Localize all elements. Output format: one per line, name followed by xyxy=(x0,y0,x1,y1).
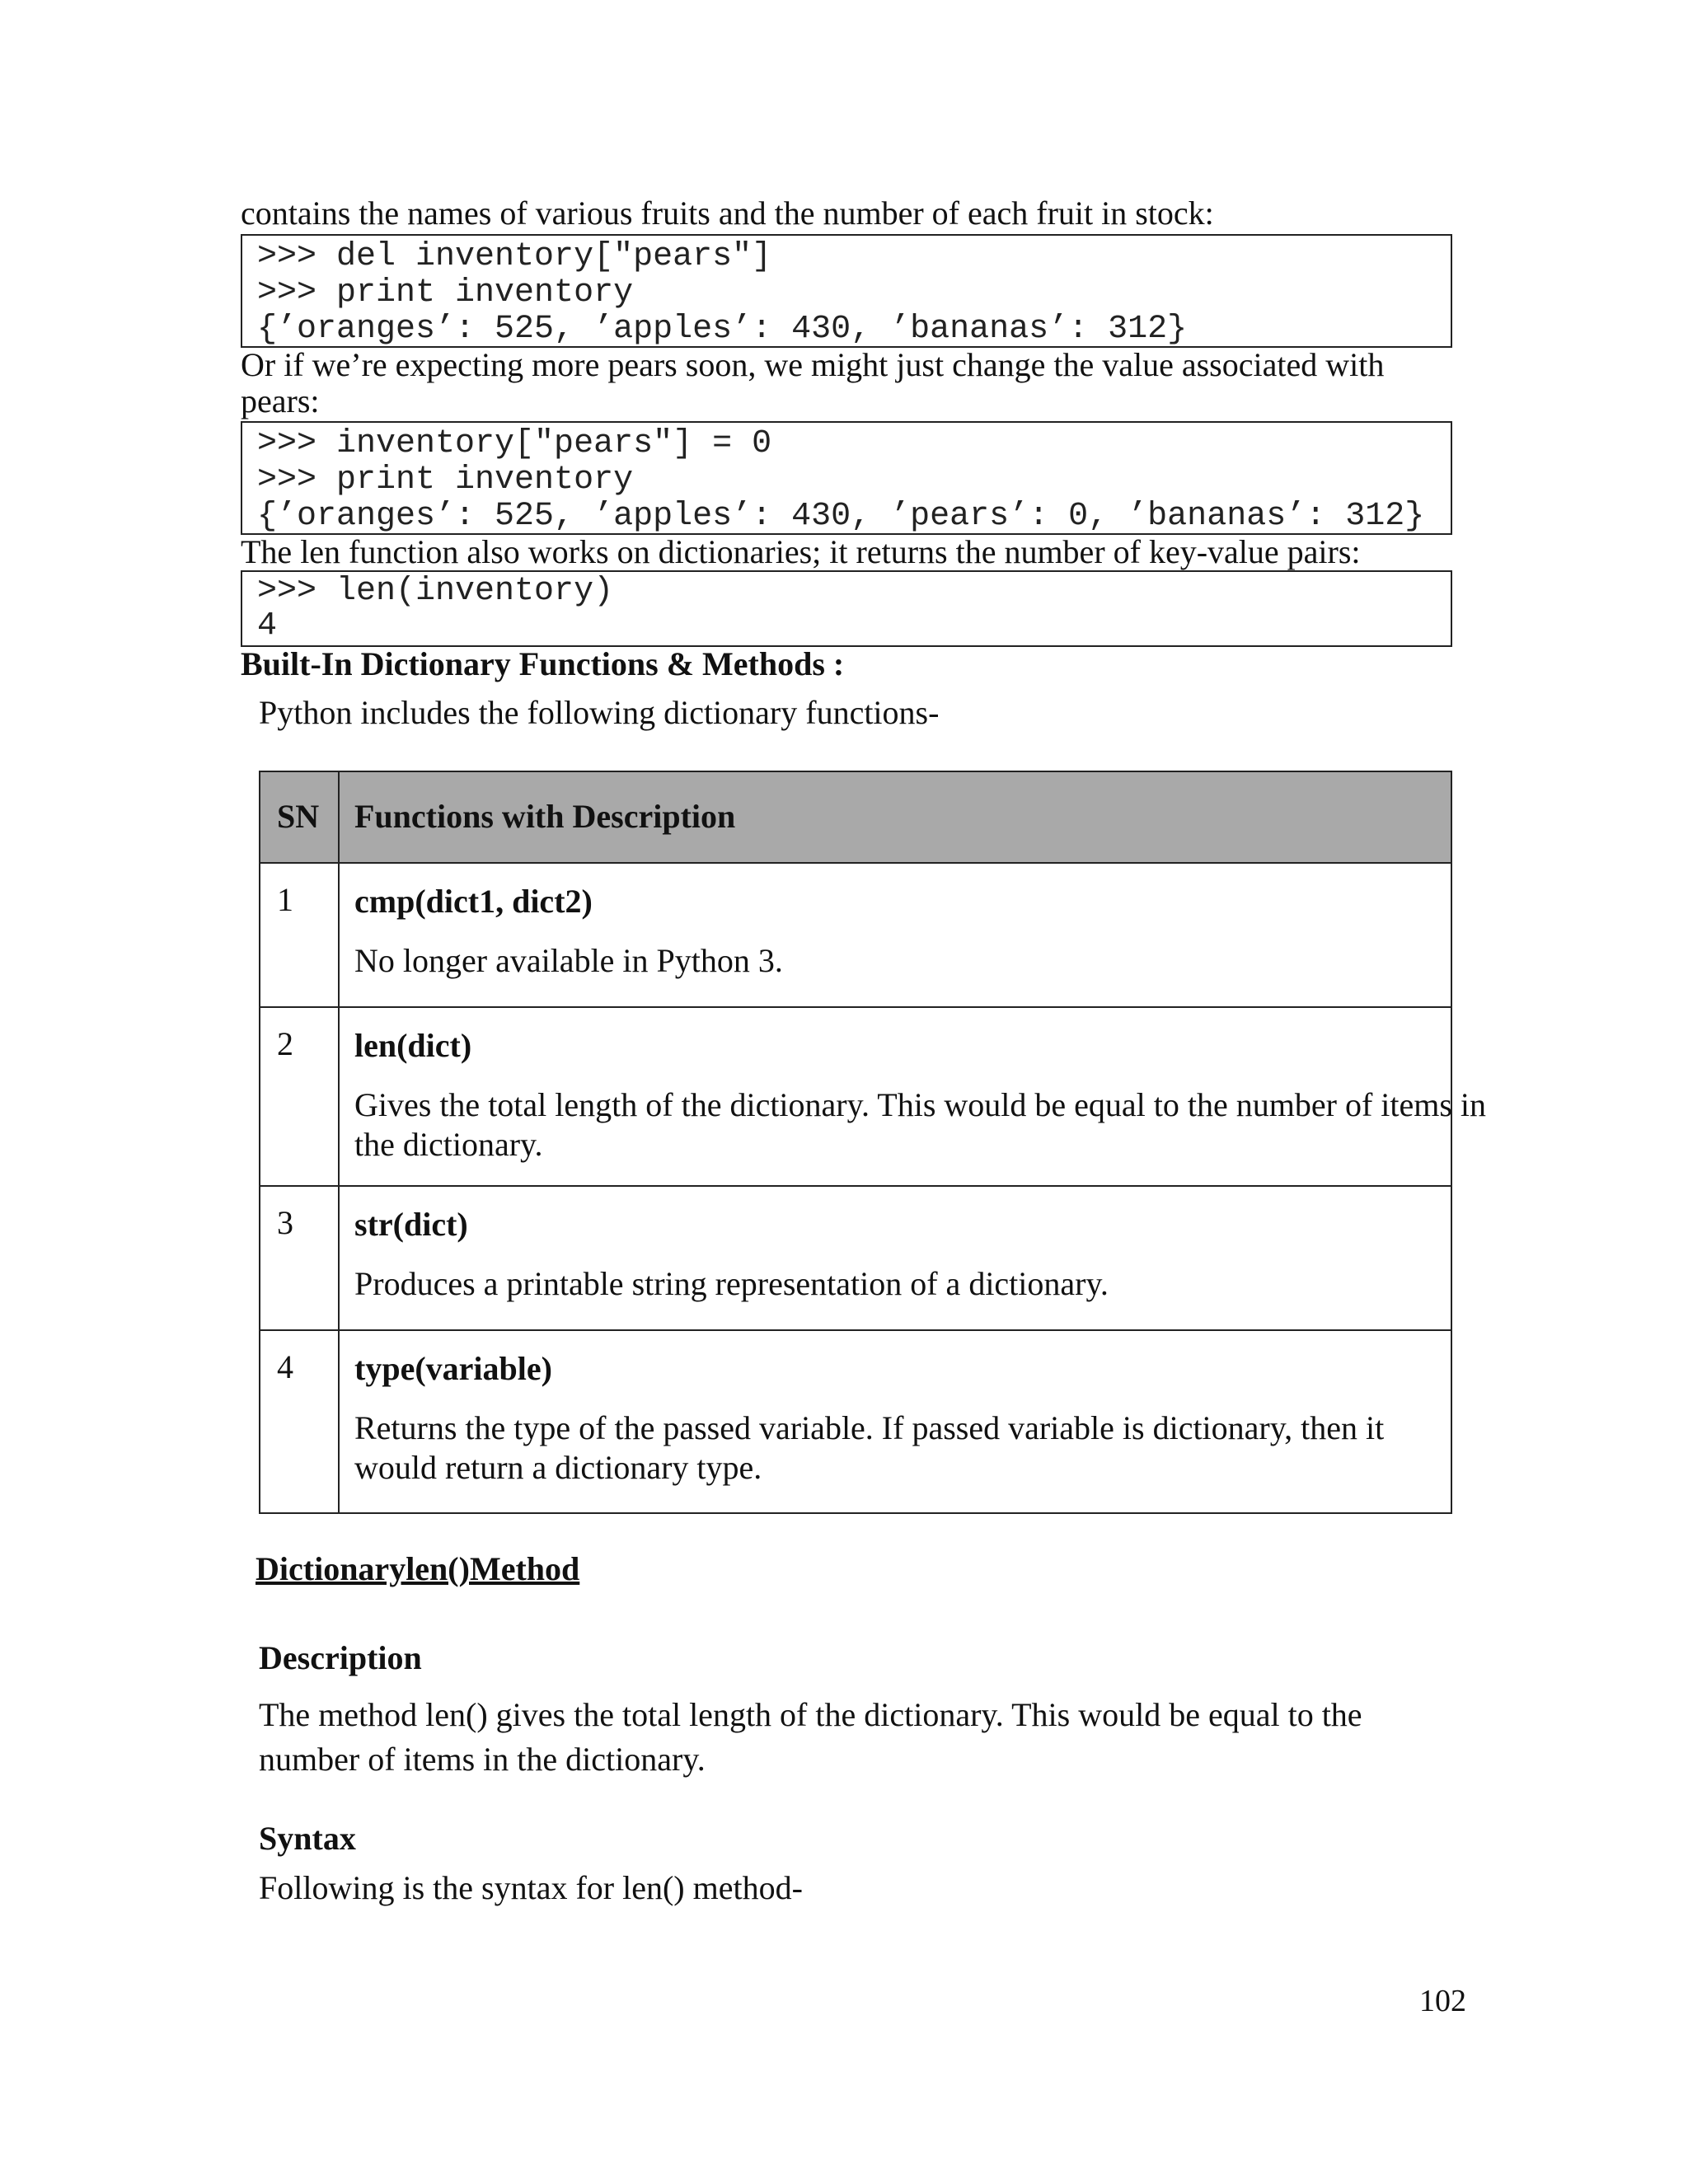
code-line: >>> del inventory["pears"] xyxy=(257,238,772,275)
code-line: 4 xyxy=(257,607,278,644)
code-line: >>> len(inventory) xyxy=(257,573,614,610)
table-row xyxy=(260,1008,1487,1187)
function-description: would return a dictionary type. xyxy=(354,1449,762,1486)
function-description: Returns the type of the passed variable. If passed variable is dictionary, then it xyxy=(354,1409,1385,1446)
description-line-2: number of items in the dictionary. xyxy=(259,1741,706,1778)
table-row xyxy=(260,1331,1451,1512)
page-number: 102 xyxy=(1419,1984,1466,2018)
table-header xyxy=(260,772,1451,864)
function-name: len(dict) xyxy=(354,1027,472,1064)
header-sn: SN xyxy=(277,798,320,835)
paragraph-len: The len function also works on dictionaries; it returns the number of key-value pairs: xyxy=(241,533,1361,570)
function-name: str(dict) xyxy=(354,1206,468,1243)
paragraph-pears-line-1: Or if we’re expecting more pears soon, we might just change the value associated with xyxy=(241,346,1385,383)
builtin-functions-heading: Built-In Dictionary Functions & Methods : xyxy=(241,645,845,682)
function-description: No longer available in Python 3. xyxy=(354,942,783,979)
intro-line: contains the names of various fruits and the number of each fruit in stock: xyxy=(241,194,1214,232)
function-name: cmp(dict1, dict2) xyxy=(354,883,593,920)
header-description: Functions with Description xyxy=(354,798,736,835)
row-sn: 2 xyxy=(277,1025,293,1062)
column-divider xyxy=(338,772,340,1512)
code-line: >>> print inventory xyxy=(257,274,634,312)
code-line: >>> inventory["pears"] = 0 xyxy=(257,425,772,462)
row-sn: 3 xyxy=(277,1204,293,1241)
function-description: Produces a printable string representation of a dictionary. xyxy=(354,1265,1109,1302)
row-sn: 1 xyxy=(277,881,293,918)
function-description: the dictionary. xyxy=(354,1126,543,1163)
function-name: type(variable) xyxy=(354,1350,552,1387)
syntax-text: Following is the syntax for len() method- xyxy=(259,1869,803,1906)
len-method-heading: Dictionarylen()Method xyxy=(256,1550,580,1587)
syntax-heading: Syntax xyxy=(259,1820,356,1857)
description-line-1: The method len() gives the total length of the dictionary. This would be equal to the xyxy=(259,1696,1362,1733)
row-sn: 4 xyxy=(277,1348,293,1385)
paragraph-pears-line-2: pears: xyxy=(241,382,320,419)
description-heading: Description xyxy=(259,1639,422,1676)
builtin-intro: Python includes the following dictionary functions- xyxy=(259,694,940,731)
code-block-len xyxy=(241,570,1452,647)
code-line: {’oranges’: 525, ’apples’: 430, ’bananas’: 312} xyxy=(257,311,1188,348)
code-line: >>> print inventory xyxy=(257,462,634,499)
code-line: {’oranges’: 525, ’apples’: 430, ’pears’: 0, ’bananas’: 312} xyxy=(257,498,1425,535)
function-description: Gives the total length of the dictionary. This would be equal to the number of items in xyxy=(354,1086,1487,1123)
table-row xyxy=(260,1187,1451,1331)
table-row xyxy=(260,864,1451,1008)
code-block-del xyxy=(241,234,1452,348)
code-block-assign xyxy=(241,421,1452,535)
functions-table xyxy=(259,771,1487,1514)
